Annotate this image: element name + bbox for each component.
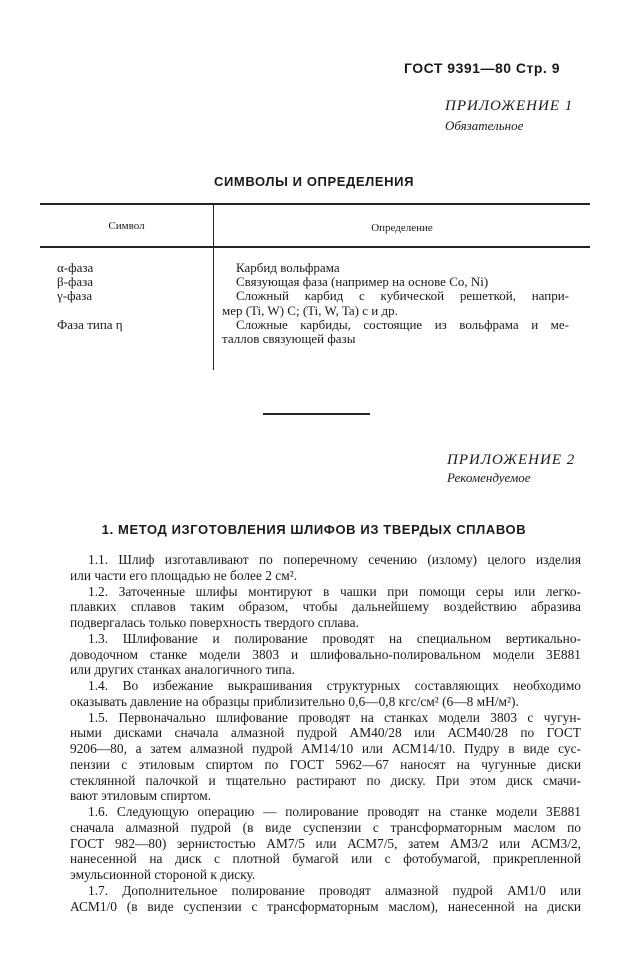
definition-beta: Связующая фаза (например на основе Co, Ni): [236, 275, 489, 290]
body-line: вают этиловым спиртом.: [70, 788, 212, 804]
table-header-rule: [40, 246, 590, 248]
body-line: или других станках аналогичного типа.: [70, 662, 295, 678]
definition-eta-line2: таллов связующей фазы: [222, 331, 356, 346]
appendix-2-status: Рекомендуемое: [447, 470, 531, 485]
appendix-2-title: ПРИЛОЖЕНИЕ 2: [447, 452, 576, 468]
body-line: 1.6. Следующую операцию — полирование проводят на станке модели 3Е881: [88, 804, 581, 819]
table-header-symbol: Символ: [108, 220, 145, 232]
appendix-1-status: Обязательное: [445, 118, 524, 133]
table-top-rule: [40, 203, 590, 205]
symbol-gamma: γ-фаза: [57, 288, 93, 304]
symbol-eta: Фаза типа η: [57, 316, 123, 332]
body-line: или части его площадью не более 2 см².: [70, 567, 298, 583]
body-line: плавких сплавов таким образом, чтобы дальнейшему воздействию абразива: [70, 599, 581, 615]
body-line: оказывать давление на образцы приблизительно 0,6—0,8 кгс/см² (6—8 мН/м²).: [70, 693, 519, 709]
definition-alpha: Карбид вольфрама: [236, 261, 340, 275]
body-line: стеклянной палочкой и тщательно растирают по диску. При этом диск смачи-: [70, 772, 581, 788]
symbol-alpha: α-фаза: [57, 260, 94, 275]
body-line: 1.5. Первоначально шлифование проводят на станках модели 3803 с чугун-: [88, 709, 581, 725]
body-text: [70, 552, 581, 914]
body-line: доводочном станке модели 3803 и шлифовально-полировальном модели 3Е881: [70, 646, 581, 662]
body-line: ными дисками сначала алмазной пудрой АМ40/28 или АСМ40/28 по ГОСТ: [70, 725, 581, 741]
section-title-method: 1. МЕТОД ИЗГОТОВЛЕНИЯ ШЛИФОВ ИЗ ТВЕРДЫХ СПЛАВОВ: [101, 522, 527, 537]
running-head: ГОСТ 9391—80 Стр. 9: [403, 60, 560, 76]
body-line: пензии с этиловым спиртом по ГОСТ 5962—67 наносят на чугунные диски: [70, 756, 581, 772]
symbol-spacer: [57, 304, 207, 318]
body-line: подвергалась только поверхность твердого сплава.: [70, 615, 359, 630]
body-line: 1.1. Шлиф изготавливают по поперечному сечению (излому) целого изделия: [88, 552, 581, 567]
body-line: эмульсионной стороной к диску.: [70, 867, 256, 882]
body-line: сначала алмазной пудрой (в виде суспензии с трансформаторным маслом по: [70, 819, 581, 835]
body-line: 9206—80, а затем алмазной пудрой АМ14/10 или АСМ14/10. Пудру в виде сус-: [70, 741, 581, 756]
body-line: АСМ1/0 (в виде суспензии с трансформаторным маслом), нанесенной на диски: [70, 898, 581, 914]
appendix-1-title: ПРИЛОЖЕНИЕ 1: [445, 98, 574, 114]
section-title-symbols: СИМВОЛЫ И ОПРЕДЕЛЕНИЯ: [213, 174, 415, 189]
body-line: 1.4. Во избежание выкрашивания структурных составляющих необходимо: [88, 678, 581, 693]
body-line: ГОСТ 982—80) зернистостью АМ7/5 или АСМ7/5, затем АМ3/2 или АСМ3/2,: [70, 835, 581, 851]
definition-eta-line1: Сложные карбиды, состоящие из вольфрама и ме-: [236, 317, 569, 332]
definition-gamma-line1: Сложный карбид с кубической решеткой, напри-: [236, 289, 569, 304]
table-header-definition: Определение: [371, 222, 433, 234]
separator-rule: [263, 413, 370, 415]
body-line: нанесенной на диск с плотной бумагой или с фотобумагой, прикрепленной: [70, 851, 581, 867]
body-line: 1.2. Заточенные шлифы монтируют в чашки при помощи серы или легко-: [88, 583, 581, 599]
body-line: 1.7. Дополнительное полирование проводят алмазной пудрой АМ1/0 или: [88, 882, 581, 898]
body-line: 1.3. Шлифование и полирование проводят на специальном вертикально-: [88, 630, 581, 646]
definition-gamma-line2: мер (Ti, W) C; (Ti, W, Ta) с и др.: [222, 303, 398, 318]
symbol-beta: β-фаза: [57, 274, 94, 290]
